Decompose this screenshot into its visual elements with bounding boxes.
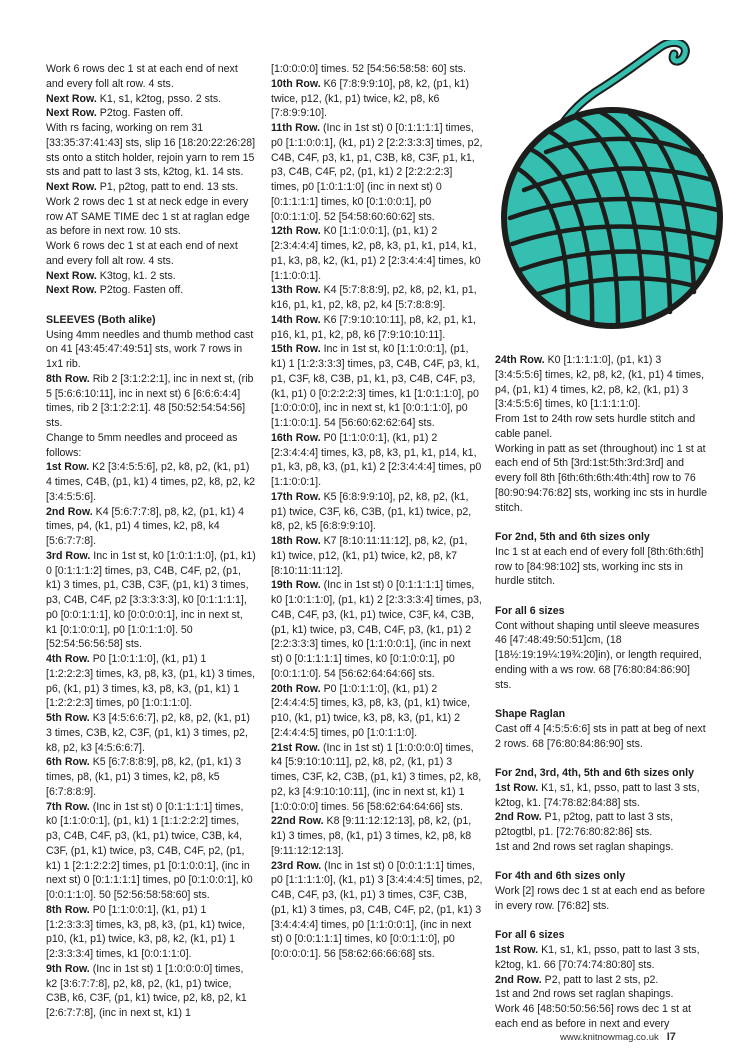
pattern-paragraph [271, 490, 483, 534]
pattern-paragraph [271, 342, 483, 431]
pattern-paragraph [46, 239, 256, 269]
pattern-paragraph [46, 195, 256, 239]
row-instructions: Working in patt as set (throughout) inc 1 st at each end of 5th [3rd:1st:5th:3rd:3rd] and every foll 8th [6th:6th:6th:4th:4th] row to 76 [80:90:94:76:82] sts, working inc sts in hurdle stitch. [495, 442, 707, 514]
row-instructions: With rs facing, working on rem 31 [33:35:37:41:43] sts, slip 16 [18:20:22:26:28] sts onto a stitch holder, rejoin yarn to rem 15 sts and patt to last 3 sts, k2tog, k1. 14 sts. [46, 122, 256, 179]
pattern-paragraph [495, 987, 707, 1002]
row-instructions: 1st and 2nd rows set raglan shapings. [495, 840, 674, 853]
pattern-paragraph [271, 121, 483, 224]
row-label: For all 6 sizes [495, 929, 565, 942]
pattern-paragraph [46, 755, 256, 799]
row-instructions: Work 6 rows dec 1 st at each end of next and every foll alt row. 4 sts. [46, 240, 238, 267]
row-label: 15th Row. [271, 343, 321, 356]
pattern-paragraph [495, 943, 707, 973]
row-instructions: K4 [5:6:7:7:8], p8, k2, (p1, k1) 4 times, p4, (k1, p1) 4 times, k2, p8, k4 [5:6:7:7:8]. [46, 505, 245, 547]
row-instructions: K3 [4:5:6:6:7], p2, k8, p2, (k1, p1) 3 times, C3B, k2, C3F, (p1, k1) 3 times, p2, k8, p2, k3 [4:5:6:6:7]. [46, 712, 250, 754]
row-label: 13th Row. [271, 284, 321, 297]
row-instructions: Cast off 4 [4:5:5:6:6] sts in patt at beg of next 2 rows. 68 [76:80:84:86:90] sts. [495, 722, 706, 750]
pattern-paragraph [46, 313, 256, 328]
pattern-paragraph [495, 884, 707, 914]
row-instructions: (Inc in 1st st) 0 [0:0:1:1:1] times, p0 [1:1:1:1:0], (k1, p1) 3 [3:4:4:4:5] times, p2, C4B, C4F, p3, (k1, p1) 3 times, C3F, C3B, (p1, k1) 3 times, p3, C4B, C4F, p2, (p1, k1) 3 [3:4:4:4:4] times, p0 [1:1:0:0:1], (inc in next st) 0 [0:0:1:1:1] times, k0 [0:0:1:1:0], p0 [0:0:0:0:1]. 56 [58:62:66:66:68] sts. [271, 859, 483, 960]
row-instructions: Work 2 rows dec 1 st at neck edge in every row AT SAME TIME dec 1 st at raglan edge as before in next row. 10 sts. [46, 195, 250, 238]
row-label: 8th Row. [46, 372, 90, 385]
row-instructions: P0 [1:1:0:0:1], (k1, p1) 1 [1:2:3:3:3] times, k3, p8, k3, (p1, k1) twice, p10, (k1, p1) twice, k3, p8, k2, (k1, p1) 1 [2:3:3:3:4] times, k1 [0:0:1:1:0]. [46, 903, 246, 960]
pattern-paragraph [271, 224, 483, 283]
row-instructions: Rib 2 [3:1:2:2:1], inc in next st, (rib 5 [5:6:6:10:11], inc in next st) 6 [6:6:6:4:4] times, rib 2 [3:1:2:2:1]. 48 [50:52:54:54:56] sts. [46, 372, 254, 429]
row-instructions: K2 [3:4:5:5:6], p2, k8, p2, (k1, p1) 4 times, C4B, (p1, k1) 4 times, p2, k8, p2, k2 [3:4:5:5:6]. [46, 461, 256, 503]
row-instructions: P1, p2tog, patt to last 3 sts, p2togtbl, p1. [72:76:80:82:86] sts. [495, 811, 674, 838]
row-instructions: Work 6 rows dec 1 st at each end of next and every foll alt row. 4 sts. [46, 63, 238, 90]
row-instructions: P2tog. Fasten off. [96, 107, 184, 120]
pattern-paragraph [46, 652, 256, 711]
paragraph-gap [495, 589, 707, 604]
row-instructions: (Inc in 1st st) 1 [1:0:0:0:0] times, k2 [3:6:7:7:8], p2, k8, p2, (k1, p1) twice, C3B, k6, C3F, (p1, k1) twice, p2, k8, p2, k1 [2:6:7:7:8], (inc in next st, k1) 1 [46, 962, 247, 1019]
row-instructions: Work [2] rows dec 1 st at each end as before in every row. [76:82] sts. [495, 885, 706, 912]
row-label: 3rd Row. [46, 549, 91, 562]
paragraph-gap [495, 914, 707, 929]
row-instructions: K6 [7:8:9:9:10], p8, k2, (p1, k1) twice, p12, (k1, p1) twice, k2, p8, k6 [7:8:9:9:10]. [271, 77, 470, 120]
pattern-paragraph [46, 372, 256, 431]
row-instructions: (Inc in 1st st) 1 [1:0:0:0:0] times, k4 [5:9:10:10:11], p2, k8, p2, (k1, p1) 3 times, C3F, k2, C3B, (p1, k1) 3 times, p2, k8, p2, k3 [4:9:10:10:11], (inc in next st, k1) 1 [1:0:0:0:0] times. 56 [58:62:64:64:66] sts. [271, 741, 482, 813]
row-instructions: K0 [1:1:1:1:0], (p1, k1) 3 [3:4:5:5:6] times, k2, p8, k2, (k1, p1) 4 times, p4, (p1, k1) 4 times, k2, p8, k2, (k1, p1) 3 [3:4:5:5:6] times, k0 [1:1:1:1:0]. [495, 354, 705, 411]
column-2 [271, 62, 483, 962]
row-instructions: P2, patt to last 2 sts, p2. [541, 973, 659, 986]
pattern-paragraph [495, 353, 707, 412]
paragraph-gap [495, 855, 707, 870]
row-instructions: K0 [1:1:0:0:1], (p1, k1) 2 [2:3:4:4:4] times, k2, p8, k3, p1, k1, p14, k1, p1, k3, p8, k2, (k1, p1) 2 [2:3:4:4:4] times, k0 [1:1:0:0:1]. [271, 225, 481, 282]
paragraph-gap [495, 692, 707, 707]
row-label: 24th Row. [495, 354, 545, 366]
pattern-paragraph [271, 313, 483, 343]
row-instructions: 1st and 2nd rows set raglan shapings. [495, 988, 674, 1001]
pattern-paragraph [271, 62, 483, 77]
pattern-paragraph [495, 973, 707, 988]
row-instructions: P0 [1:1:0:0:1], (k1, p1) 2 [2:3:4:4:4] times, k3, p8, k3, p1, k1, p14, k1, p1, k3, p8, k3, (p1, k1) 2 [2:3:4:4:4] times, p0 [1:1:0:0:1]. [271, 431, 482, 488]
row-instructions: P0 [1:0:1:1:0], (k1, p1) 1 [1:2:2:2:3] times, k3, p8, k3, (p1, k1) 3 times, p6, (k1, p1) 3 times, k3, p8, k3, (p1, k1) 1 [1:2:2:2:3] times, p0 [1:0:1:1:0]. [46, 653, 256, 710]
row-label: For 4th and 6th sizes only [495, 870, 626, 883]
pattern-paragraph [495, 530, 707, 545]
paragraph-gap [495, 751, 707, 766]
row-instructions: K1, s1, k2tog, psso. 2 sts. [96, 92, 222, 105]
pattern-paragraph [46, 711, 256, 755]
row-label: For 2nd, 5th and 6th sizes only [495, 531, 650, 543]
pattern-paragraph [271, 77, 483, 121]
row-label: 9th Row. [46, 962, 90, 975]
footer-url: www.knitnowmag.co.uk [560, 1032, 659, 1043]
pattern-paragraph [46, 962, 256, 1021]
pattern-paragraph [495, 766, 707, 781]
pattern-paragraph [46, 903, 256, 962]
row-label: 1st Row. [46, 461, 90, 474]
pattern-paragraph [46, 106, 256, 121]
row-instructions: (Inc in 1st st) 0 [0:1:1:1:1] times, k0 [1:0:1:1:0], (p1, k1) 2 [2:3:3:3:4] times, p3, C4B, C4F, p3, (k1, p1) twice, C3F, k4, C3B, (p1, k1) twice, p3, C4B, C4F, p3, (k1, p1) 2 [2:2:3:3:3] times, k0 [1:1:0:0:1], (inc in next st) 0 [0:1:1:1:1] times, k0 [0:1:0:0:1], p0 [0:0:1:1:0]. 54 [56:62:64:64:66] sts. [271, 579, 482, 680]
row-instructions: (Inc in 1st st) 0 [0:1:1:1:1] times, k0 [1:1:0:0:1], (p1, k1) 1 [1:1:2:2:2] times, p3, C4B, C4F, p3, (k1, p1) twice, C3B, k4, C3F, (p1, k1) twice, p3, C4B, C4F, p2, (p1, k1) 1 [2:1:2:2:2] times, p1 [0:1:0:0:1], (inc in next st) 0 [0:1:1:1:1] times, p0 [0:1:0:0:1], k0 [0:0:1:1:0]. 50 [52:56:58:58:60] sts. [46, 800, 253, 901]
pattern-paragraph [271, 431, 483, 490]
row-label: 19th Row. [271, 579, 321, 592]
row-instructions: K1, s1, k1, psso, patt to last 3 sts, k2tog, k1. 66 [70:74:74:80:80] sts. [495, 944, 700, 971]
page-number: I7 [666, 1031, 676, 1043]
row-instructions: Work 46 [48:50:50:56:56] rows dec 1 st at each end as before in next and every [495, 1003, 691, 1030]
row-instructions: Cont without shaping until sleeve measures 46 [47:48:49:50:51]cm, (18 [18½:19:19¼:19¾:20]in), or length required, ending with a ws row. 68 [76:80:84:86:90] sts. [495, 619, 702, 691]
row-label: 23rd Row. [271, 859, 322, 872]
row-instructions: P1, p2tog, patt to end. 13 sts. [96, 181, 239, 193]
row-label: 2nd Row. [46, 505, 93, 518]
pattern-paragraph [46, 328, 256, 372]
column-3 [495, 353, 707, 1032]
row-instructions: Inc in 1st st, k0 [1:0:1:1:0], (p1, k1) 0 [0:1:1:1:2] times, p3, C4B, C4F, p2, (p1, k1) 3 times, p1, C3B, C3F, (p1, k1) 3 times, p3, C4B, C4F, p2 [3:3:3:3:3], k0 [0:1:1:1:1], p0 [0:0:1:1:1], k0 [0:0:0:0:1], inc in next st, k1 [0:1:0:0:1], p0 [1:0:1:1:0]. 50 [52:54:56:56:58] sts. [46, 549, 256, 651]
pattern-paragraph [46, 269, 256, 284]
pattern-paragraph [271, 814, 483, 858]
pattern-paragraph [46, 283, 256, 298]
pattern-paragraph [495, 928, 707, 943]
row-instructions: K8 [9:11:12:12:13], p8, k2, (p1, k1) 3 times, p8, (k1, p1) 3 times, k2, p8, k8 [9:11:12:12:13]. [271, 815, 472, 857]
pattern-paragraph [46, 460, 256, 504]
row-instructions: [1:0:0:0:0] times. 52 [54:56:58:58: 60] sts. [271, 63, 466, 75]
paragraph-gap [495, 515, 707, 530]
row-label: 8th Row. [46, 903, 90, 916]
pattern-paragraph [495, 412, 707, 442]
row-label: 5th Row. [46, 712, 90, 724]
pattern-paragraph [271, 682, 483, 741]
row-label: 17th Row. [271, 490, 321, 503]
pattern-paragraph [495, 869, 707, 884]
row-label: Next Row. [46, 107, 97, 120]
row-label: 22nd Row. [271, 815, 324, 828]
row-label: 12th Row. [271, 225, 321, 238]
row-label: Next Row. [46, 269, 97, 282]
row-label: 2nd Row. [495, 973, 542, 986]
pattern-paragraph [495, 604, 707, 619]
pattern-paragraph [271, 859, 483, 962]
pattern-paragraph [271, 283, 483, 313]
row-instructions: Inc in 1st st, k0 [1:1:0:0:1], (p1, k1) 1 [1:2:3:3:3] times, p3, C4B, C4F, p3, k1, p1, C3F, k8, C3B, p1, k1, p3, C4B, C4F, p3, (k1, p1) 0 [0:2:2:2:3] times, k1 [1:0:1:1:0], p0 [1:0:0:0:0], inc in next st, k1 [0:0:1:1:0], p0 [1:1:0:0:1]. 54 [56:60:62:62:64] sts. [271, 343, 480, 429]
pattern-paragraph [46, 62, 256, 92]
pattern-paragraph [271, 578, 483, 681]
pattern-paragraph [46, 800, 256, 903]
row-label: 20th Row. [271, 682, 321, 695]
page-footer [560, 1031, 676, 1043]
pattern-paragraph [46, 180, 256, 195]
pattern-paragraph [46, 92, 256, 107]
pattern-paragraph [495, 545, 707, 589]
row-label: 1st Row. [495, 944, 539, 956]
row-label: 4th Row. [46, 653, 90, 665]
row-instructions: Change to 5mm needles and proceed as follows: [46, 431, 238, 459]
row-label: 10th Row. [271, 77, 321, 90]
row-instructions: K3tog, k1. 2 sts. [96, 269, 176, 282]
pattern-paragraph [271, 741, 483, 815]
pattern-paragraph [46, 121, 256, 180]
column-1 [46, 62, 256, 1021]
row-instructions: K6 [7:9:10:10:11], p8, k2, p1, k1, p16, k1, p1, k2, p8, k6 [7:9:10:10:11]. [271, 313, 476, 341]
pattern-paragraph [495, 1002, 707, 1032]
row-label: 16th Row. [271, 431, 321, 444]
row-label: For 2nd, 3rd, 4th, 5th and 6th sizes only [495, 767, 694, 779]
row-label: SLEEVES (Both alike) [46, 313, 156, 326]
pattern-paragraph [46, 431, 256, 461]
pattern-paragraph [495, 722, 707, 752]
row-instructions: From 1st to 24th row sets hurdle stitch and cable panel. [495, 413, 696, 440]
row-instructions: K1, s1, k1, psso, patt to last 3 sts, k2tog, k1. [74:78:82:84:88] sts. [495, 781, 700, 809]
pattern-paragraph [495, 810, 707, 840]
pattern-paragraph [495, 442, 707, 516]
row-instructions: P0 [1:0:1:1:0], (k1, p1) 2 [2:4:4:4:5] times, k3, p8, k3, (p1, k1) twice, p10, (k1, p1) twice, k3, p8, k3, (p1, k1) 2 [2:4:4:4:5] times, p0 [1:0:1:1:0]. [271, 682, 471, 739]
row-instructions: (Inc in 1st st) 0 [0:1:1:1:1] times, p0 [1:1:0:0:1], (k1, p1) 2 [2:2:3:3:3] times, p2, C4B, C4F, p3, k1, p1, C3B, k8, C3F, p1, k1, p3, C4B, C4F, p2, (p1, k1) 2 [2:2:2:2:3] times, p0 [1:0:1:1:0] (inc in next st) 0 [0:1:1:1:1] times, k0 [0:1:0:0:1], p0 [0:0:1:1:0]. 52 [54:58:60:60:62] sts. [271, 122, 483, 223]
row-label: 2nd Row. [495, 811, 542, 824]
pattern-paragraph [495, 619, 707, 693]
pattern-paragraph [495, 781, 707, 811]
row-instructions: K5 [6:7:8:8:9], p8, k2, (p1, k1) 3 times, p8, (k1, p1) 3 times, k2, p8, k5 [6:7:8:8:9]. [46, 756, 242, 798]
row-label: 14th Row. [271, 313, 321, 326]
row-label: 7th Row. [46, 800, 90, 813]
pattern-paragraph [46, 505, 256, 549]
row-label: 11th Row. [271, 122, 321, 134]
row-instructions: K4 [5:7:8:8:9], p2, k8, p2, k1, p1, k16, p1, k1, p2, k8, p2, k4 [5:7:8:8:9]. [271, 284, 477, 311]
row-label: 1st Row. [495, 781, 539, 794]
row-instructions: P2tog. Fasten off. [96, 284, 184, 297]
row-label: 21st Row. [271, 741, 321, 754]
row-instructions: K5 [6:8:9:9:10], p2, k8, p2, (k1, p1) twice, C3F, k6, C3B, (p1, k1) twice, p2, k8, p2, k5 [6:8:9:9:10]. [271, 490, 472, 533]
row-label: Next Row. [46, 284, 97, 297]
row-label: 18th Row. [271, 535, 321, 547]
row-label: For all 6 sizes [495, 604, 565, 617]
row-instructions: Using 4mm needles and thumb method cast on 41 [43:45:47:49:51] sts, work 7 rows in 1x1 rib. [46, 328, 254, 370]
pattern-paragraph [495, 840, 707, 855]
pattern-paragraph [46, 549, 256, 652]
row-instructions: K7 [8:10:11:11:12], p8, k2, (p1, k1) twice, p12, (k1, p1) twice, k2, p8, k7 [8:10:11:11:12]. [271, 535, 468, 577]
row-instructions: Inc 1 st at each end of every foll [8th:6th:6th] row to [84:98:102] sts, working inc sts in hurdle stitch. [495, 545, 704, 588]
row-label: Shape Raglan [495, 708, 566, 720]
pattern-paragraph [271, 534, 483, 578]
row-label: Next Row. [46, 92, 97, 105]
row-label: Next Row. [46, 181, 97, 193]
paragraph-gap [46, 298, 256, 313]
yarn-ball-illustration [490, 40, 730, 345]
pattern-paragraph [495, 707, 707, 722]
row-label: 6th Row. [46, 756, 90, 769]
